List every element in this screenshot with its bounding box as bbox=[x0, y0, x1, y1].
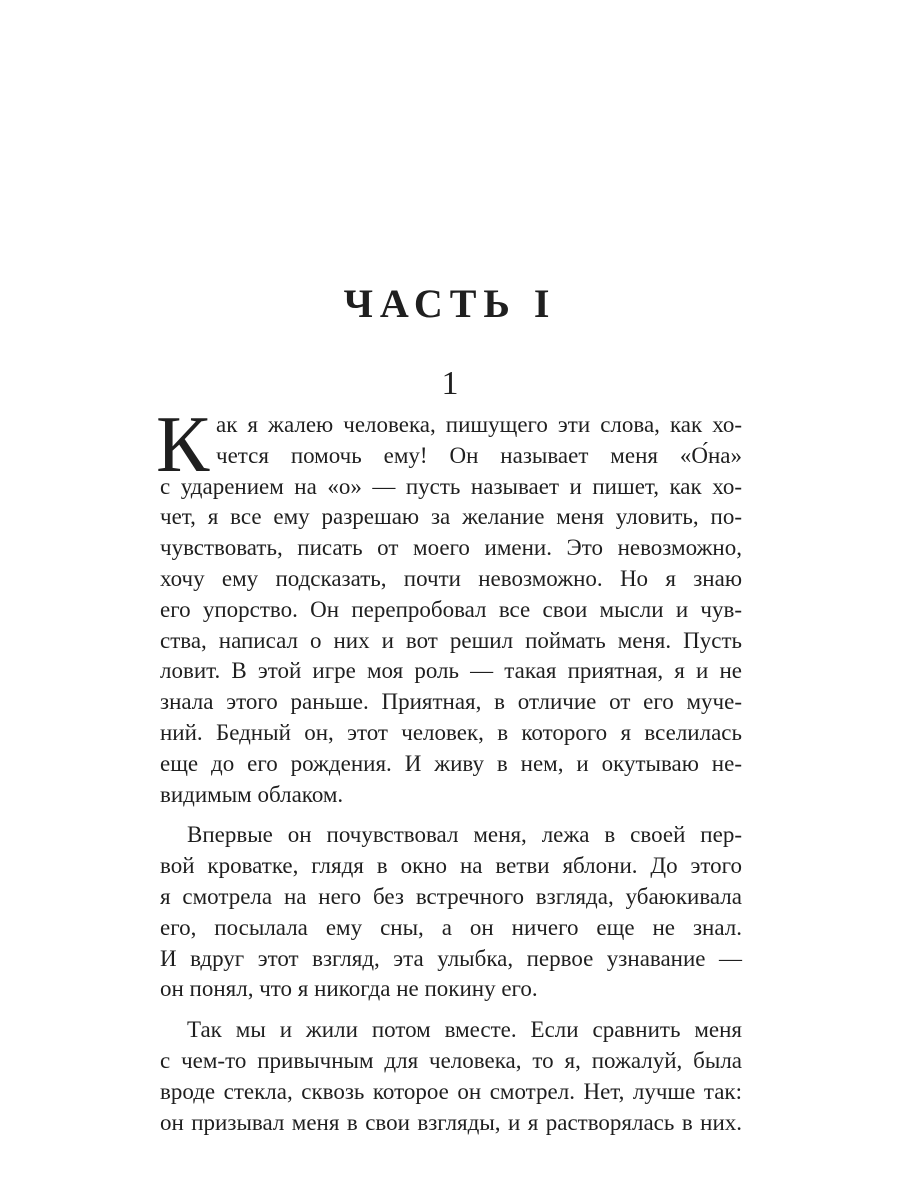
paragraph-gap bbox=[160, 810, 742, 820]
text-line: вроде стекла, сквозь которое он смотрел. Нет, лучше так: bbox=[160, 1078, 742, 1104]
chapter-number: 1 bbox=[441, 365, 459, 402]
part-title: ЧАСТЬ I bbox=[343, 281, 557, 326]
body-text bbox=[156, 401, 742, 1138]
text-line: ак я жалею человека, пишущего эти слова, как хо- bbox=[216, 412, 742, 437]
drop-cap-letter: К bbox=[156, 401, 210, 489]
text-line: знала этого раньше. Приятная, в отличие от его муче- bbox=[160, 689, 742, 715]
text-line: ловит. В этой игре моя роль — такая приятная, я и не bbox=[160, 658, 742, 684]
text-line: Впервые он почувствовал меня, лежа в своей пер- bbox=[187, 822, 742, 848]
paragraph-3 bbox=[160, 1015, 742, 1138]
text-line: чется помочь ему! Он называет меня «О́на» bbox=[216, 442, 742, 468]
text-line: его, посылала ему сны, а он ничего еще не знал. bbox=[160, 914, 742, 940]
text-line: чет, я все ему разрешаю за желание меня уловить, по- bbox=[160, 504, 742, 530]
text-line: он понял, что я никогда не покину его. bbox=[160, 976, 538, 1002]
text-line: И вдруг этот взгляд, эта улыбка, первое узнавание — bbox=[160, 945, 742, 971]
paragraph-1 bbox=[156, 401, 742, 810]
text-line: видимым облаком. bbox=[160, 781, 344, 807]
text-line: он призывал меня в свои взгляды, и я растворялась в них. bbox=[160, 1109, 742, 1135]
text-line: я смотрела на него без встречного взгляда, убаюкивала bbox=[160, 883, 742, 909]
text-line: вой кроватке, глядя в окно на ветви яблони. До этого bbox=[160, 853, 742, 879]
text-line: еще до его рождения. И живу в нем, и окутываю не- bbox=[160, 750, 742, 776]
text-line: с ударением на «о» — пусть называет и пишет, как хо- bbox=[160, 473, 742, 499]
text-line: хочу ему подсказать, почти невозможно. Но я знаю bbox=[160, 565, 742, 591]
text-line: с чем-то привычным для человека, то я, пожалуй, была bbox=[160, 1047, 742, 1073]
paragraph-gap bbox=[160, 1005, 742, 1015]
text-line: его упорство. Он перепробовал все свои мысли и чув- bbox=[160, 596, 742, 622]
text-line: чувствовать, писать от моего имени. Это невозможно, bbox=[160, 535, 742, 561]
text-line: ства, написал о них и вот решил поймать меня. Пусть bbox=[160, 627, 742, 653]
text-line: Так мы и жили потом вместе. Если сравнить меня bbox=[187, 1017, 742, 1043]
text-line: ний. Бедный он, этот человек, в которого я вселилась bbox=[160, 719, 742, 745]
paragraph-2 bbox=[160, 820, 742, 1005]
